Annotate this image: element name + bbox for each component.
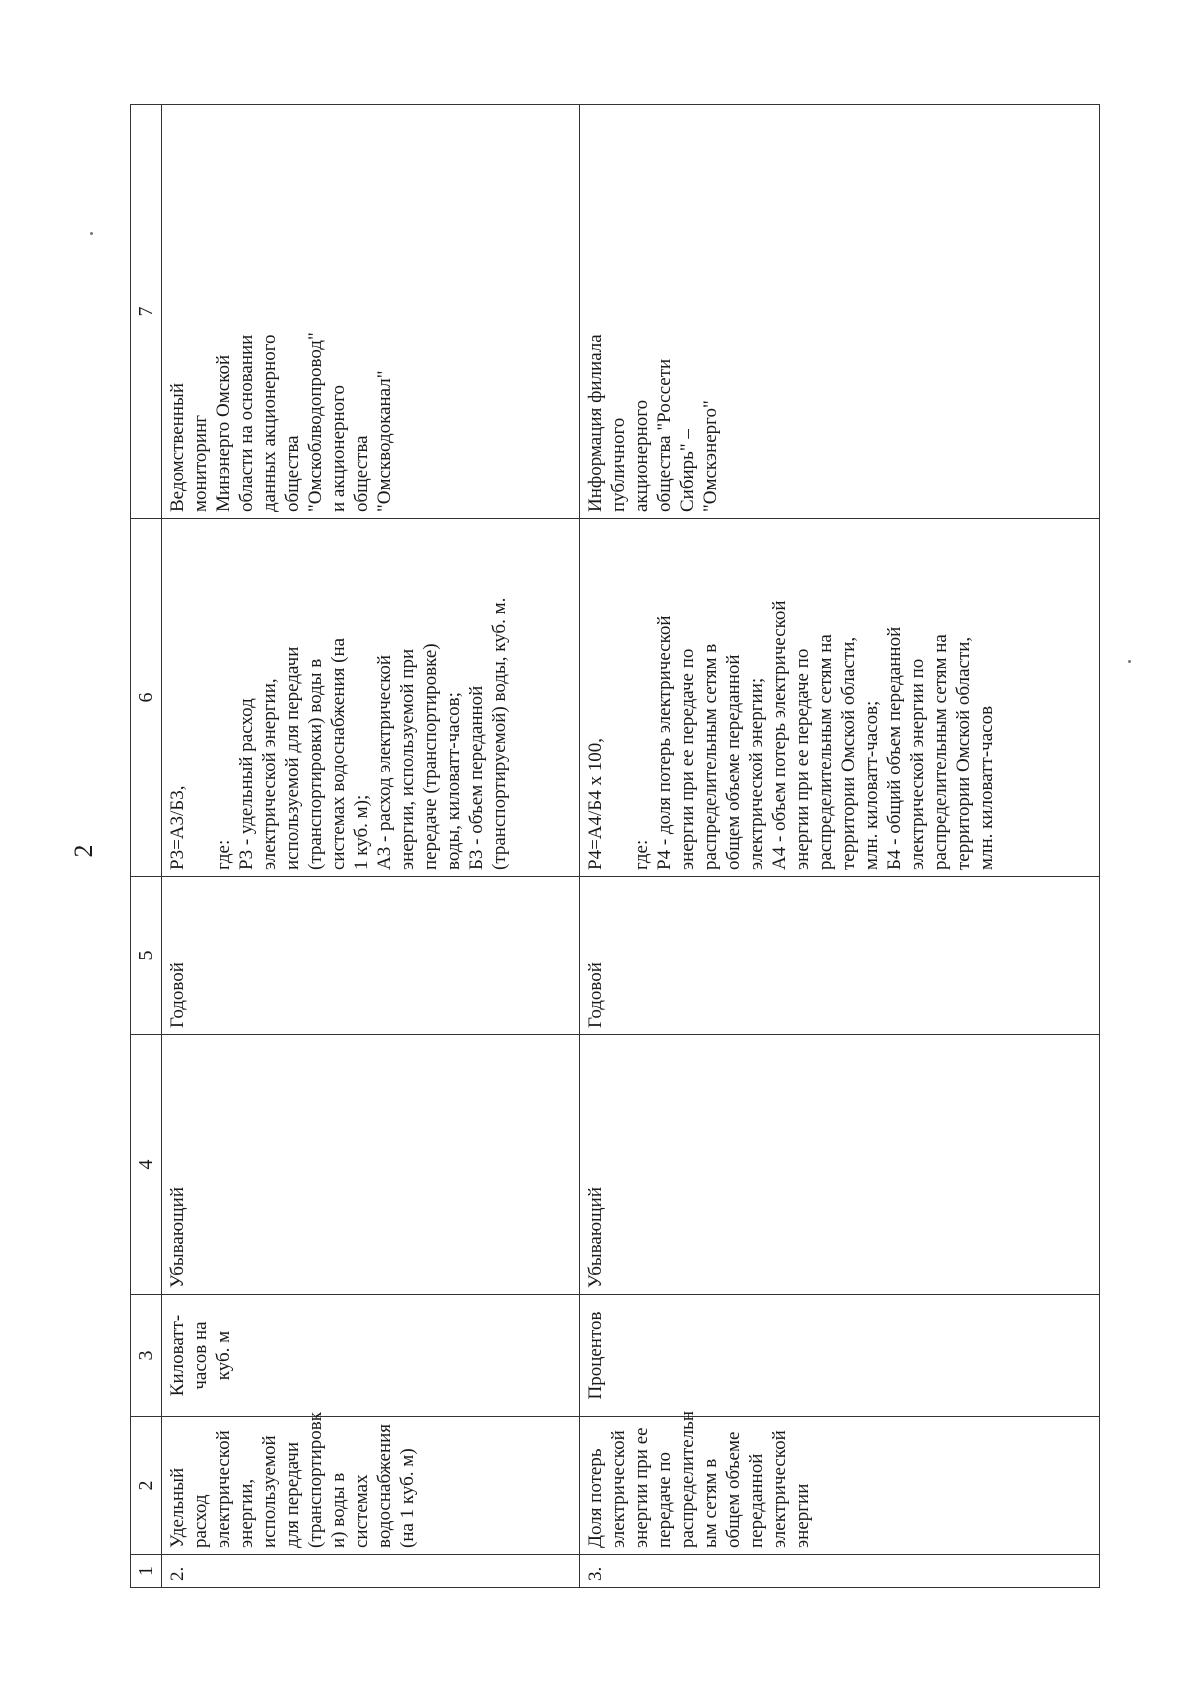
text-line: электрической энергии, xyxy=(259,678,280,870)
text-line: области на основании xyxy=(236,334,257,512)
scan-speck xyxy=(1128,660,1131,663)
formula: Р4=А4/Б4 x 100, xyxy=(585,738,606,870)
text-line: водоснабжения xyxy=(374,1423,395,1548)
where-label: где: xyxy=(213,839,234,870)
text-line: распределительным сетям на xyxy=(930,634,951,870)
header-cell: 6 xyxy=(131,519,162,877)
header-cell: 2 xyxy=(131,1417,162,1555)
calculation-method xyxy=(580,519,1100,877)
text-line: воды, киловатт-часов; xyxy=(443,692,464,870)
text-line: общем объеме xyxy=(723,1431,744,1548)
text-line: системах водоснабжения (на xyxy=(328,637,349,870)
text-line: используемой xyxy=(259,1435,280,1548)
formula-definition xyxy=(653,525,998,870)
header-cell: 3 xyxy=(131,1295,162,1417)
page-number: 2 xyxy=(69,844,98,858)
unit-of-measure xyxy=(162,1295,580,1417)
text-line: Сибирь" – xyxy=(677,429,698,512)
text-line: Киловатт- xyxy=(167,1314,188,1397)
text-line: ым сетям в xyxy=(700,1458,721,1548)
text-line: млн. киловатт-часов; xyxy=(861,700,882,870)
header-row xyxy=(131,105,162,1588)
text-line: Б3 - объем переданной xyxy=(466,685,487,870)
text-line: мониторинг xyxy=(190,414,211,512)
text-line: расход xyxy=(190,1494,211,1548)
formula: Р3=А3/Б3, xyxy=(167,785,188,870)
rotated-table-sheet xyxy=(130,105,1100,1588)
text-line: энергии, xyxy=(236,1478,257,1548)
trend: Убывающий xyxy=(580,1035,1100,1295)
text-line: и акционерного xyxy=(328,384,349,512)
text-line: (транспортируемой) воды, куб. м. xyxy=(489,597,510,870)
text-line: (на 1 куб. м) xyxy=(397,1448,418,1548)
header-cell: 4 xyxy=(131,1035,162,1295)
text-line: распределительн xyxy=(677,1410,698,1548)
text-line: А3 - расход электрической xyxy=(374,654,395,870)
text-line: 1 куб. м); xyxy=(351,794,372,870)
text-line: распределительным сетям в xyxy=(700,643,721,870)
indicator-name xyxy=(162,1412,580,1555)
text-line: системах xyxy=(351,1474,372,1548)
text-line: (транспортировк xyxy=(305,1412,326,1548)
text-line: для передачи xyxy=(282,1442,303,1548)
text-line: переданной xyxy=(746,1453,767,1548)
unit-of-measure xyxy=(580,1295,1100,1417)
header-cell: 1 xyxy=(131,1555,162,1588)
table-row xyxy=(580,105,1100,1588)
text-line: "Омскэнерго" xyxy=(700,400,721,512)
formula-definition xyxy=(235,525,511,870)
header-cell: 5 xyxy=(131,877,162,1035)
text-line: электрической энергии по xyxy=(907,658,928,870)
text-line: общества xyxy=(351,435,372,512)
text-line: Р4 - доля потерь электрической xyxy=(654,615,675,870)
data-source xyxy=(162,105,580,519)
trend: Убывающий xyxy=(162,1035,580,1295)
text-line: А4 - объем потерь электрической xyxy=(769,600,790,870)
row-number: 2. xyxy=(162,1555,580,1588)
text-line: электрической энергии; xyxy=(746,677,767,870)
text-line: распределительным сетям на xyxy=(815,634,836,870)
text-line: "Омскоблводопровод" xyxy=(305,332,326,512)
header-cell: 7 xyxy=(131,105,162,519)
text-line: энергии при ее передаче по xyxy=(792,648,813,870)
text-line: Б4 - общий объем переданной xyxy=(884,626,905,870)
text-line: передаче по xyxy=(654,1451,675,1548)
text-line: куб. м xyxy=(213,1330,234,1381)
text-line: электрической xyxy=(769,1430,790,1548)
text-line: часов на xyxy=(190,1321,211,1390)
scan-speck xyxy=(90,232,93,235)
text-line: Доля потерь xyxy=(585,1448,606,1548)
data-source xyxy=(580,105,1100,519)
text-line: и) воды в xyxy=(328,1472,349,1548)
where-label: где: xyxy=(631,839,652,870)
text-line: Минэнерго Омской xyxy=(213,354,234,512)
text-line: данных акционерного xyxy=(259,334,280,512)
indicator-name xyxy=(580,1410,1100,1555)
period: Годовой xyxy=(162,877,580,1035)
text-line: электрической xyxy=(608,1430,629,1548)
text-line: Процентов xyxy=(585,1311,606,1400)
table-row xyxy=(162,105,580,1588)
text-line: (транспортировки) воды в xyxy=(305,658,326,870)
text-line: общем объеме переданной xyxy=(723,654,744,870)
text-line: Р3 - удельный расход xyxy=(236,698,257,870)
text-line: передаче (транспортировке) xyxy=(420,643,441,870)
text-line: публичного xyxy=(608,417,629,512)
text-line: энергии при ее xyxy=(631,1427,652,1548)
text-line: "Омскводоканал" xyxy=(374,370,395,512)
text-line: общества "Россети xyxy=(654,358,675,512)
row-number: 3. xyxy=(580,1555,1100,1588)
text-line: Удельный xyxy=(167,1467,188,1548)
text-line: млн. киловатт-часов xyxy=(976,705,997,870)
text-line: Информация филиала xyxy=(585,334,606,512)
text-line: Ведомственный xyxy=(167,383,188,512)
text-line: территории Омской области, xyxy=(838,636,859,870)
text-line: общества xyxy=(282,435,303,512)
text-line: акционерного xyxy=(631,399,652,512)
text-line: энергии xyxy=(792,1483,813,1548)
text-line: территории Омской области, xyxy=(953,636,974,870)
text-line: энергии при ее передаче по xyxy=(677,648,698,870)
text-line: энергии, используемой при xyxy=(397,648,418,870)
period: Годовой xyxy=(580,877,1100,1035)
text-line: используемой для передачи xyxy=(282,646,303,870)
calculation-method xyxy=(162,519,580,877)
indicators-table xyxy=(130,104,1100,1588)
text-line: электрической xyxy=(213,1430,234,1548)
